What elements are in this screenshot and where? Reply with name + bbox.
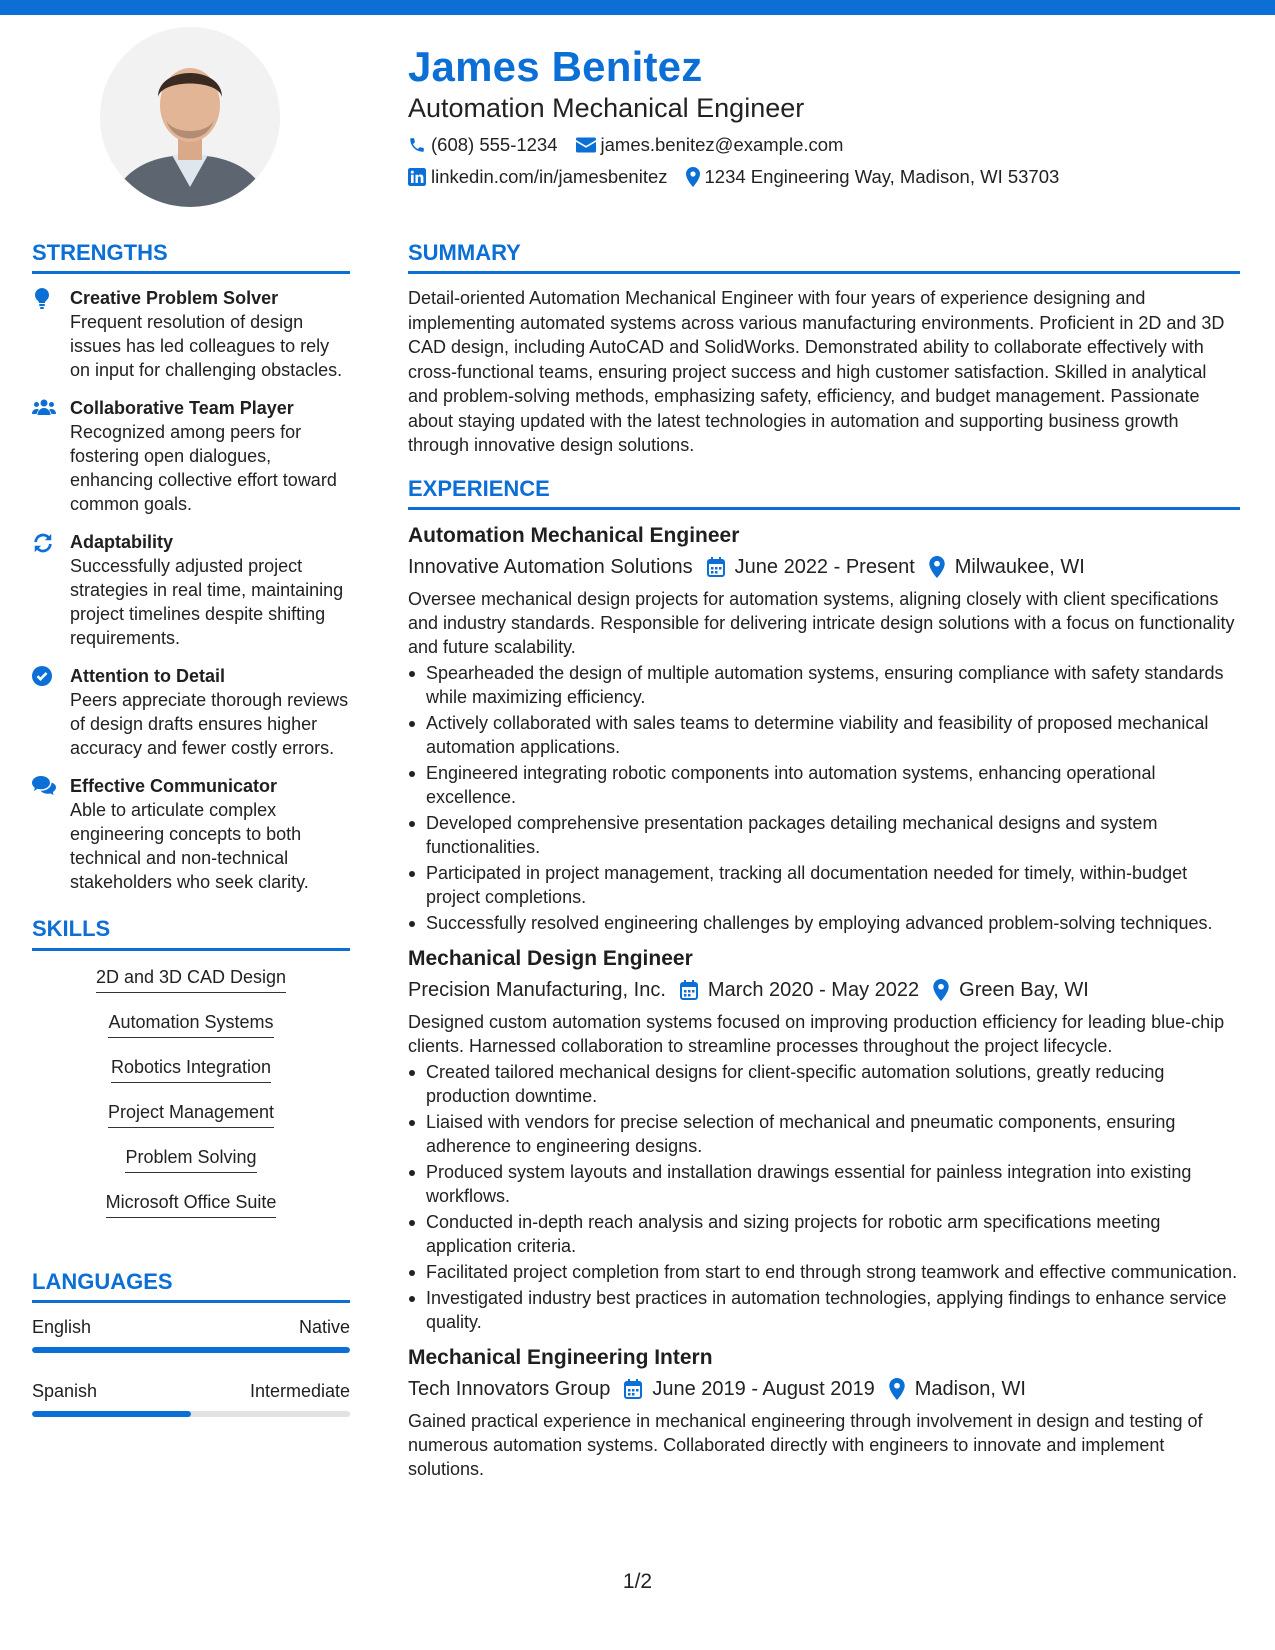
job-bullet: Investigated industry best practices in automation technologies, applying findings to enhance service quality. [408, 1286, 1240, 1334]
strength-item [32, 774, 350, 894]
location-text: Green Bay, WI [959, 979, 1089, 1002]
language-item [32, 1379, 350, 1417]
job-company [408, 976, 666, 1004]
page-number: 1/2 [622, 1570, 653, 1593]
job-description: Oversee mechanical design projects for automation systems, aligning closely with client specifications and industry standards. Responsible for delivering intricate design solutions with a focus on functionality and future scalability. [408, 589, 1235, 658]
refresh-icon [32, 532, 54, 554]
map-pin-icon [929, 556, 945, 578]
calendar-icon [624, 1379, 642, 1399]
company-name: Precision Manufacturing, Inc. [408, 979, 666, 1002]
summary-heading: SUMMARY [408, 240, 1240, 274]
languages-heading: LANGUAGES [32, 1269, 350, 1303]
strength-desc: Able to articulate complex engineering concepts to both technical and non-technical stakeholders who seek clarity. [70, 800, 309, 893]
skill-item: 2D and 3D CAD Design [96, 963, 286, 993]
strength-desc: Successfully adjusted project strategies in real time, maintaining project timelines despite shifting requirements. [70, 556, 344, 649]
contact-address [686, 166, 1060, 188]
dates-text: March 2020 - May 2022 [707, 979, 920, 1002]
job-company [408, 1375, 610, 1403]
contact-linkedin[interactable] [408, 166, 668, 188]
strength-title: Attention to Detail [70, 666, 225, 687]
address-text: 1234 Engineering Way, Madison, WI 53703 [704, 165, 1060, 187]
candidate-name: James Benitez [408, 43, 703, 90]
language-level: Intermediate [249, 1381, 350, 1402]
map-pin-icon [889, 1378, 905, 1400]
dates-text: June 2022 - Present [734, 556, 915, 579]
job-role: Automation Mechanical Engineer [408, 524, 740, 548]
resume-header [408, 42, 1238, 189]
location-text: Milwaukee, WI [954, 556, 1085, 579]
job-bullet: Conducted in-depth reach analysis and sizing projects for robotic arm specifications meeting application criteria. [408, 1210, 1240, 1258]
strength-item [32, 664, 350, 760]
contact-row-2 [408, 165, 1238, 189]
contact-row-1 [408, 133, 1238, 157]
strength-desc: Frequent resolution of design issues has led colleagues to rely on input for challenging obstacles. [70, 312, 343, 381]
strength-desc: Peers appreciate thorough reviews of design drafts ensures higher accuracy and fewer costly errors. [70, 690, 349, 759]
experience-list [408, 522, 1240, 1481]
job-meta [408, 1375, 1240, 1403]
language-item [32, 1315, 350, 1353]
company-name: Tech Innovators Group [408, 1378, 611, 1401]
job-bullet: Liaised with vendors for precise selection of mechanical and pneumatic components, ensuring adherence to engineering designs. [408, 1110, 1240, 1158]
job-bullet: Successfully resolved engineering challenges by employing advanced problem-solving techniques. [408, 911, 1240, 935]
candidate-title: Automation Mechanical Engineer [408, 93, 805, 124]
chat-icon [32, 776, 56, 796]
job-dates [707, 553, 915, 581]
map-pin-icon [933, 979, 949, 1001]
job-description: Designed custom automation systems focused on improving production efficiency for leading blue-chip clients. Harnessed collaboration to streamline processes throughout the project lifecycle. [408, 1012, 1225, 1057]
dates-text: June 2019 - August 2019 [652, 1378, 875, 1401]
job-dates [680, 976, 919, 1004]
location-text: Madison, WI [914, 1378, 1026, 1401]
language-level: Native [298, 1317, 350, 1338]
strength-title: Effective Communicator [70, 776, 278, 797]
profile-photo-icon [100, 27, 280, 207]
strength-item [32, 286, 350, 382]
language-name: English [32, 1317, 92, 1338]
job-bullet: Participated in project management, tracking all documentation needed for timely, within-budget project completions. [408, 861, 1240, 909]
job-meta [408, 976, 1240, 1004]
skill-item: Automation Systems [108, 1008, 273, 1038]
skills-heading: SKILLS [32, 916, 350, 950]
phone-icon [408, 136, 426, 154]
strength-item [32, 530, 350, 650]
job-bullet: Created tailored mechanical designs for client-specific automation solutions, greatly reducing production downtime. [408, 1060, 1240, 1108]
linkedin-icon [408, 168, 426, 186]
experience-entry [408, 945, 1240, 1334]
calendar-icon [707, 557, 725, 577]
skill-item: Project Management [108, 1098, 274, 1128]
skill-item: Problem Solving [125, 1143, 256, 1173]
job-location [929, 553, 1085, 581]
check-circle-icon [32, 666, 52, 686]
job-bullets [408, 1060, 1240, 1334]
map-pin-icon [686, 167, 700, 187]
envelope-icon [576, 137, 596, 153]
linkedin-text[interactable]: linkedin.com/in/jamesbenitez [431, 165, 668, 187]
strength-desc: Recognized among peers for fostering open dialogues, enhancing collective effort toward common goals. [70, 422, 337, 515]
experience-entry [408, 1344, 1240, 1481]
job-bullets [408, 661, 1240, 935]
language-proficiency-fill [32, 1347, 350, 1353]
job-role: Mechanical Design Engineer [408, 947, 693, 971]
email-text[interactable]: james.benitez@example.com [600, 133, 844, 155]
strength-item [32, 396, 350, 516]
contact-phone [408, 134, 558, 156]
top-accent-bar [0, 0, 1275, 15]
language-proficiency-bar [32, 1347, 350, 1353]
language-name: Spanish [32, 1381, 98, 1402]
job-role: Mechanical Engineering Intern [408, 1346, 713, 1370]
job-location [933, 976, 1089, 1004]
job-bullet: Actively collaborated with sales teams to determine viability and feasibility of proposed mechanical automation applications. [408, 711, 1240, 759]
summary-text: Detail-oriented Automation Mechanical Engineer with four years of experience designing and implementing automated systems across various manufacturing environments. Proficient in 2D and 3D CAD design, including AutoCAD and SolidWorks. Demonstrated ability to collaborate effectively with cross-functional teams, ensuring project success and high customer satisfaction. Skilled in analytical and problem-solving methods, emphasizing safety, efficiency, and budget management. Passionate about staying updated with the latest technologies in automation and supporting business growth through innovative design solutions. [408, 288, 1225, 456]
left-column [32, 240, 350, 1443]
contact-email[interactable] [576, 134, 844, 156]
job-bullet: Produced system layouts and installation drawings essential for painless integration into existing workflows. [408, 1160, 1240, 1208]
job-dates [624, 1375, 874, 1403]
strength-title: Creative Problem Solver [70, 288, 279, 309]
strengths-heading: STRENGTHS [32, 240, 350, 274]
avatar [100, 27, 280, 207]
language-proficiency-fill [32, 1411, 191, 1417]
job-bullet: Developed comprehensive presentation packages detailing mechanical designs and system functionalities. [408, 811, 1240, 859]
skills-list [32, 963, 350, 1233]
job-bullet: Facilitated project completion from start to end through strong teamwork and effective communication. [408, 1260, 1240, 1284]
experience-entry [408, 522, 1240, 935]
lightbulb-icon [32, 288, 52, 310]
job-location [889, 1375, 1026, 1403]
job-bullet: Spearheaded the design of multiple automation systems, ensuring compliance with safety standards while maximizing efficiency. [408, 661, 1240, 709]
job-description: Gained practical experience in mechanical engineering through involvement in design and testing of numerous automation systems. Collaborated directly with engineers to innovate and implement solutions. [408, 1411, 1203, 1480]
strength-title: Collaborative Team Player [70, 398, 294, 419]
skill-item: Robotics Integration [111, 1053, 271, 1083]
experience-heading: EXPERIENCE [408, 476, 1240, 510]
job-meta [408, 553, 1240, 581]
right-column [408, 240, 1240, 1491]
skill-item: Microsoft Office Suite [106, 1188, 277, 1218]
company-name: Innovative Automation Solutions [408, 556, 693, 579]
calendar-icon [680, 980, 698, 1000]
language-proficiency-bar [32, 1411, 350, 1417]
strength-title: Adaptability [70, 532, 174, 553]
job-company [408, 553, 693, 581]
phone-text: (608) 555-1234 [431, 133, 558, 155]
job-bullet: Engineered integrating robotic components into automation systems, enhancing operational excellence. [408, 761, 1240, 809]
users-icon [32, 398, 56, 416]
